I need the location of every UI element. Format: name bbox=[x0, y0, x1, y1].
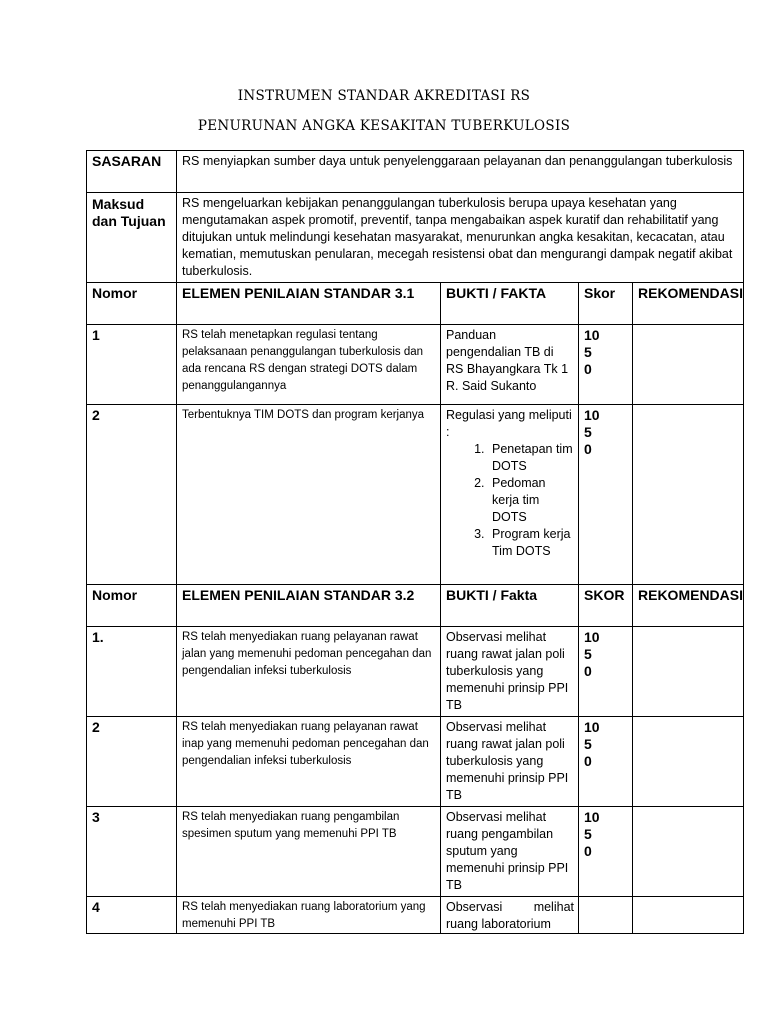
bukti-list bbox=[446, 441, 574, 560]
score-value: 0 bbox=[584, 843, 592, 859]
row-elemen: RS telah menetapkan regulasi tentang pelaksanaan penanggulangan tuberkulosis dan ada rencana RS dengan strategi DOTS dalam penanggulangannya bbox=[177, 325, 441, 405]
table-row bbox=[87, 897, 744, 934]
row-skor bbox=[579, 325, 633, 405]
row-skor bbox=[579, 897, 633, 934]
score-value: 10 bbox=[584, 407, 600, 423]
header-nomor: Nomor bbox=[87, 585, 177, 627]
header-elemen: ELEMEN PENILAIAN STANDAR 3.2 bbox=[177, 585, 441, 627]
row-number: 4 bbox=[87, 897, 177, 934]
header-nomor: Nomor bbox=[87, 283, 177, 325]
table-row bbox=[87, 325, 744, 405]
list-item: 2. Pedoman kerja tim DOTS bbox=[488, 475, 574, 526]
header-rekomendasi: REKOMENDASI bbox=[633, 283, 744, 325]
score-value: 0 bbox=[584, 753, 592, 769]
row-number: 1 bbox=[87, 325, 177, 405]
row-number: 2 bbox=[87, 405, 177, 585]
row-bukti: Observasi melihat ruang laboratorium bbox=[441, 897, 579, 934]
row-rekomendasi bbox=[633, 807, 744, 897]
score-value: 5 bbox=[584, 646, 592, 662]
row-number: 2 bbox=[87, 717, 177, 807]
row-bukti: Observasi melihat ruang rawat jalan poli tuberkulosis yang memenuhi prinsip PPI TB bbox=[441, 627, 579, 717]
row-elemen: RS telah menyediakan ruang pelayanan rawat inap yang memenuhi pedoman pencegahan dan pengendalian infeksi tuberkulosis bbox=[177, 717, 441, 807]
row-elemen: RS telah menyediakan ruang pelayanan rawat jalan yang memenuhi pedoman pencegahan dan pengendalian infeksi tuberkulosis bbox=[177, 627, 441, 717]
row-skor bbox=[579, 717, 633, 807]
score-value: 10 bbox=[584, 719, 600, 735]
maksud-label: Maksud dan Tujuan bbox=[87, 193, 177, 283]
score-value: 0 bbox=[584, 663, 592, 679]
accreditation-table bbox=[86, 150, 744, 934]
header-bukti: BUKTI / FAKTA bbox=[441, 283, 579, 325]
header-rekomendasi: REKOMENDASI bbox=[633, 585, 744, 627]
row-bukti bbox=[441, 405, 579, 585]
row-skor bbox=[579, 627, 633, 717]
score-value: 10 bbox=[584, 327, 600, 343]
row-elemen: Terbentuknya TIM DOTS dan program kerjanya bbox=[177, 405, 441, 585]
score-value: 0 bbox=[584, 441, 592, 457]
row-rekomendasi bbox=[633, 627, 744, 717]
score-value: 10 bbox=[584, 629, 600, 645]
table-row bbox=[87, 627, 744, 717]
table-row bbox=[87, 717, 744, 807]
header-bukti: BUKTI / Fakta bbox=[441, 585, 579, 627]
document-subtitle: PENURUNAN ANGKA KESAKITAN TUBERKULOSIS bbox=[197, 118, 571, 134]
header-elemen: ELEMEN PENILAIAN STANDAR 3.1 bbox=[177, 283, 441, 325]
bukti-intro: Regulasi yang meliputi : bbox=[446, 408, 572, 439]
score-value: 5 bbox=[584, 424, 592, 440]
table-row bbox=[87, 807, 744, 897]
row-skor bbox=[579, 807, 633, 897]
score-value: 5 bbox=[584, 826, 592, 842]
document-title: INSTRUMEN STANDAR AKREDITASI RS bbox=[237, 88, 531, 104]
row-rekomendasi bbox=[633, 897, 744, 934]
list-item: 3. Program kerja Tim DOTS bbox=[488, 526, 574, 560]
row-skor bbox=[579, 405, 633, 585]
row-number: 1. bbox=[87, 627, 177, 717]
row-elemen: RS telah menyediakan ruang pengambilan spesimen sputum yang memenuhi PPI TB bbox=[177, 807, 441, 897]
sasaran-text: RS menyiapkan sumber daya untuk penyelenggaraan pelayanan dan penanggulangan tuberkulosis bbox=[177, 151, 744, 193]
section2-header-row bbox=[87, 585, 744, 627]
section1-header-row bbox=[87, 283, 744, 325]
maksud-row bbox=[87, 193, 744, 283]
sasaran-label: SASARAN bbox=[87, 151, 177, 193]
list-item: 1. Penetapan tim DOTS bbox=[488, 441, 574, 475]
table-row bbox=[87, 405, 744, 585]
row-bukti: Observasi melihat ruang pengambilan sputum yang memenuhi prinsip PPI TB bbox=[441, 807, 579, 897]
score-value: 10 bbox=[584, 809, 600, 825]
score-value: 5 bbox=[584, 736, 592, 752]
row-number: 3 bbox=[87, 807, 177, 897]
row-elemen: RS telah menyediakan ruang laboratorium yang memenuhi PPI TB bbox=[177, 897, 441, 934]
score-value: 5 bbox=[584, 344, 592, 360]
score-value: 0 bbox=[584, 361, 592, 377]
row-rekomendasi bbox=[633, 325, 744, 405]
sasaran-row bbox=[87, 151, 744, 193]
maksud-text: RS mengeluarkan kebijakan penanggulangan tuberkulosis berupa upaya kesehatan yang mengutamakan aspek promotif, preventif, tanpa mengabaikan aspek kuratif dan rehabilitatif yang ditujukan untuk melindungi kesehatan masyarakat, menurunkan angka kesakitan, kecacatan, atau kematian, memutuskan penularan, mecegah resistensi obat dan mengurangi dampak negatif akibat tuberkulosis. bbox=[177, 193, 744, 283]
header-skor: SKOR bbox=[579, 585, 633, 627]
row-bukti: Panduan pengendalian TB di RS Bhayangkara Tk 1 R. Said Sukanto bbox=[441, 325, 579, 405]
row-rekomendasi bbox=[633, 717, 744, 807]
row-bukti: Observasi melihat ruang rawat jalan poli tuberkulosis yang memenuhi prinsip PPI TB bbox=[441, 717, 579, 807]
row-rekomendasi bbox=[633, 405, 744, 585]
header-skor: Skor bbox=[579, 283, 633, 325]
